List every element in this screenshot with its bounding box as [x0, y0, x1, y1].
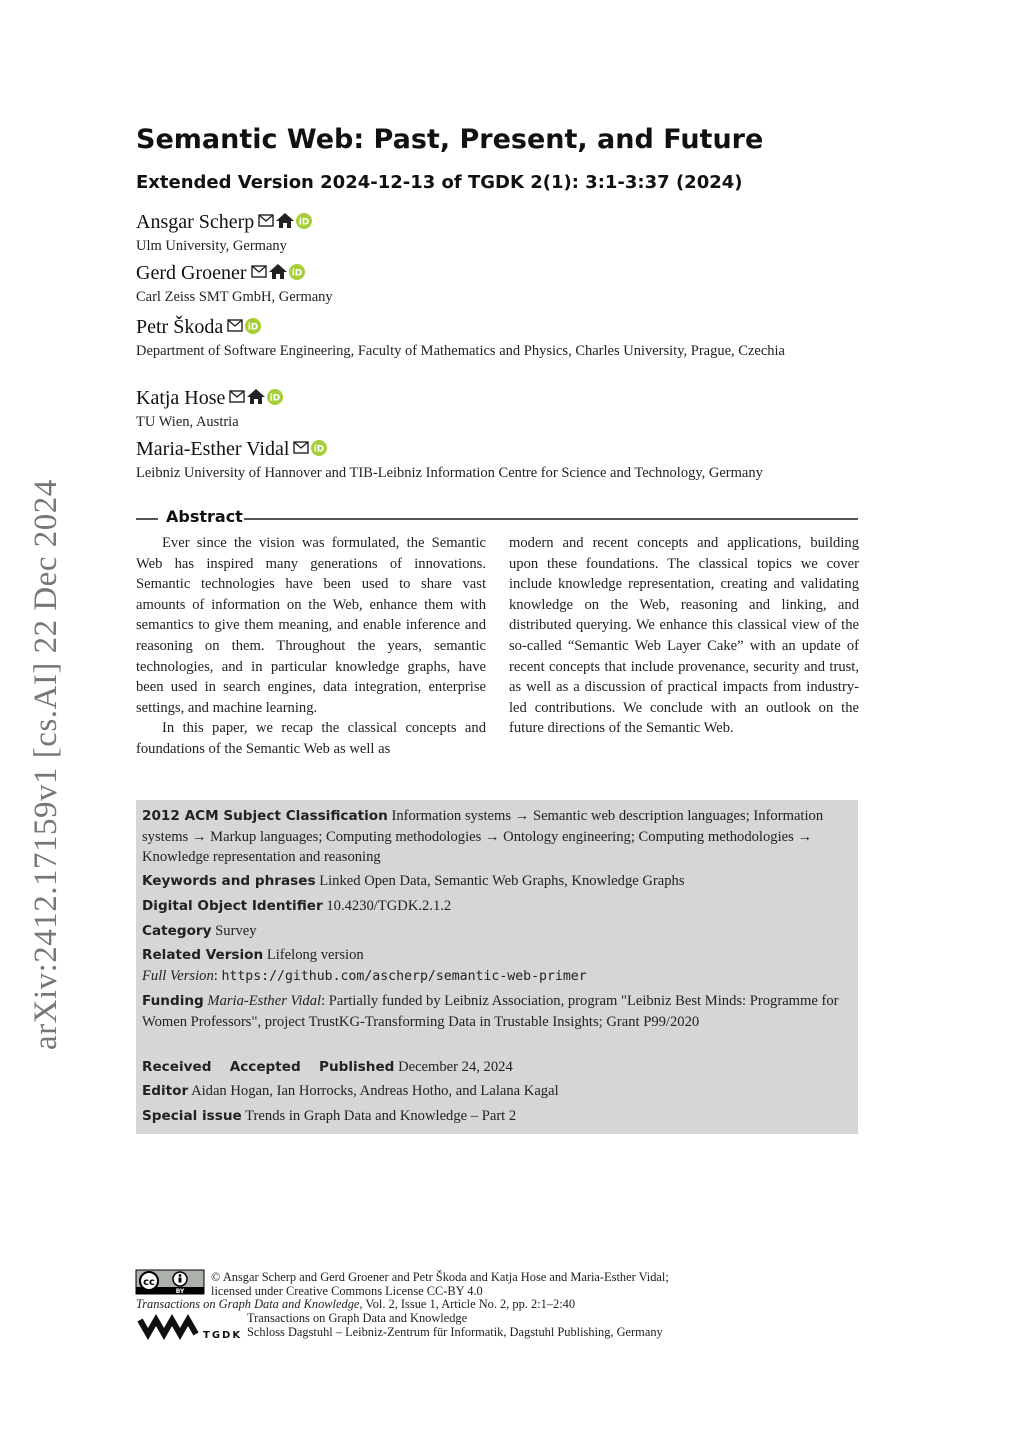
- journal-line: [136, 1297, 575, 1312]
- doi-link[interactable]: 10.4230/TGDK.2.1.2: [326, 898, 452, 914]
- abstract-heading: [136, 507, 858, 529]
- heading-rule: [244, 518, 858, 520]
- home-icon[interactable]: [247, 389, 265, 404]
- author-affiliation: Department of Software Engineering, Faculty of Mathematics and Physics, Charles University, Prague, Czechia: [136, 343, 785, 359]
- copyright-line: © Ansgar Scherp and Gerd Groener and Petr Škoda and Katja Hose and Maria-Esther Vidal;: [211, 1270, 669, 1284]
- author-affiliation: Carl Zeiss SMT GmbH, Germany: [136, 289, 333, 305]
- meta-value: Information systems → Semantic web description languages; Information systems → Markup languages; Computing methodologies → Ontology engineering; Computing methodologies → Knowledge representation and reasoning: [142, 808, 824, 866]
- journal-name: Transactions on Graph Data and Knowledge: [136, 1297, 360, 1311]
- meta-value: Linked Open Data, Semantic Web Graphs, Knowledge Graphs: [319, 873, 685, 889]
- orcid-icon[interactable]: [267, 389, 283, 405]
- author-name: Katja Hose: [136, 387, 226, 409]
- acm-classification: [142, 806, 854, 868]
- meta-label: Related Version: [142, 947, 264, 963]
- meta-label: Category: [142, 923, 212, 939]
- author-name: Gerd Groener: [136, 262, 247, 284]
- svg-text:iD: iD: [291, 268, 302, 278]
- by-text: BY: [175, 1288, 185, 1295]
- author-name: Ansgar Scherp: [136, 211, 255, 233]
- meta-value: Lifelong version: [266, 947, 364, 963]
- meta-value: : Partially funded by Leibniz Association, program "Leibniz Best Minds: Programme for Women Professors", project TrustKG-Transforming Data in Trustable Insights; Grant P99/2020: [142, 993, 839, 1030]
- cc-text: cc: [143, 1277, 155, 1288]
- meta-label: Digital Object Identifier: [142, 898, 323, 914]
- funding: [142, 991, 854, 1032]
- heading-rule: [136, 518, 158, 520]
- orcid-icon[interactable]: [311, 440, 327, 456]
- arxiv-stamp: arXiv:2412.17159v1 [cs.AI] 22 Dec 2024: [28, 479, 64, 1050]
- publication-dates: [142, 1057, 854, 1078]
- author-affiliation: Leibniz University of Hannover and TIB-Leibniz Information Centre for Science and Technology, Germany: [136, 465, 763, 481]
- publisher-journal: Transactions on Graph Data and Knowledge: [247, 1311, 468, 1325]
- editor: [142, 1081, 854, 1102]
- orcid-icon[interactable]: [289, 264, 305, 280]
- metadata-box: [136, 800, 858, 1134]
- home-icon[interactable]: [269, 264, 287, 279]
- meta-label: Full Version: [142, 968, 214, 984]
- mail-icon[interactable]: [229, 390, 245, 403]
- abstract-paragraph: In this paper, we recap the classical concepts and foundations of the Semantic Web as well as: [136, 720, 486, 757]
- journal-details: , Vol. 2, Issue 1, Article No. 2, pp. 2:1–2:40: [359, 1297, 576, 1311]
- orcid-icon[interactable]: [296, 213, 312, 229]
- full-version-link[interactable]: https://github.com/ascherp/semantic-web-primer: [221, 969, 587, 984]
- author-affiliation: Ulm University, Germany: [136, 238, 287, 254]
- author-entry: [136, 438, 327, 461]
- meta-label: Accepted: [229, 1059, 301, 1075]
- related-version: [142, 945, 854, 966]
- meta-value: Trends in Graph Data and Knowledge – Part 2: [245, 1108, 517, 1124]
- publisher-name: Schloss Dagstuhl – Leibniz-Zentrum für Informatik, Dagstuhl Publishing, Germany: [247, 1325, 663, 1339]
- mail-icon[interactable]: [227, 319, 243, 332]
- paper-subtitle: Extended Version 2024-12-13 of TGDK 2(1): 3:1-3:37 (2024): [136, 172, 743, 193]
- svg-text:iD: iD: [299, 217, 310, 227]
- category: [142, 921, 854, 942]
- orcid-icon[interactable]: [245, 318, 261, 334]
- meta-label: Keywords and phrases: [142, 873, 316, 889]
- tgdk-logo: [137, 1314, 243, 1341]
- paper-title: Semantic Web: Past, Present, and Future: [136, 124, 764, 155]
- meta-label: Special issue: [142, 1108, 242, 1124]
- meta-value: Survey: [215, 923, 257, 939]
- mail-icon[interactable]: [258, 214, 274, 227]
- svg-text:iD: iD: [314, 444, 325, 454]
- author-entry: [136, 211, 312, 234]
- full-version: Full Version: https://github.com/ascherp/semantic-web-primer: [142, 968, 587, 984]
- author-entry: [136, 387, 283, 410]
- meta-value: December 24, 2024: [398, 1059, 513, 1075]
- special-issue: [142, 1106, 854, 1127]
- abstract-column-right: [509, 533, 859, 739]
- funding-person: Maria-Esther Vidal: [207, 993, 322, 1009]
- doi: [142, 896, 854, 917]
- author-entry: [136, 316, 261, 339]
- mail-icon[interactable]: [251, 265, 267, 278]
- abstract-column-left: [136, 533, 486, 760]
- meta-label: Received: [142, 1059, 212, 1075]
- author-name: Petr Škoda: [136, 316, 224, 338]
- abstract-label: Abstract: [166, 507, 243, 526]
- abstract-paragraph: Ever since the vision was formulated, the Semantic Web has inspired many generations of innovations. Semantic technologies have been used to share vast amounts of information on the Web, enhance them with semantics to give them meaning, and enable inference and reasoning on them. Throughout the years, semantic technologies, and in particular knowledge graphs, have been used in search engines, data integration, enterprise settings, and machine learning.: [136, 535, 486, 716]
- license-line[interactable]: licensed under Creative Commons License CC-BY 4.0: [211, 1284, 483, 1298]
- home-icon[interactable]: [276, 213, 294, 228]
- meta-label: 2012 ACM Subject Classification: [142, 808, 388, 824]
- meta-label: Editor: [142, 1083, 189, 1099]
- meta-label: Published: [318, 1059, 395, 1075]
- abstract-paragraph: modern and recent concepts and applications, building upon these foundations. The classical topics we cover include knowledge representation, creating and validating knowledge on the Web, reasoning and linking, and distributed querying. We enhance this classical view of the so-called “Semantic Web Layer Cake” with an update of recent concepts that include provenance, security and trust, as well as a discussion of practical impacts from industry-led contributions. We conclude with an outlook on the future directions of the Semantic Web.: [509, 535, 859, 737]
- meta-label: Funding: [142, 993, 204, 1009]
- logo-text: TGDK: [203, 1330, 243, 1341]
- svg-text:iD: iD: [270, 393, 281, 403]
- keywords: [142, 871, 854, 892]
- meta-value: Aidan Hogan, Ian Horrocks, Andreas Hotho, and Lalana Kagal: [191, 1083, 559, 1099]
- cc-by-badge[interactable]: [136, 1270, 204, 1294]
- author-entry: [136, 262, 305, 285]
- svg-text:iD: iD: [247, 322, 259, 332]
- author-affiliation: TU Wien, Austria: [136, 414, 239, 430]
- author-name: Maria-Esther Vidal: [136, 438, 290, 460]
- mail-icon[interactable]: [293, 441, 309, 454]
